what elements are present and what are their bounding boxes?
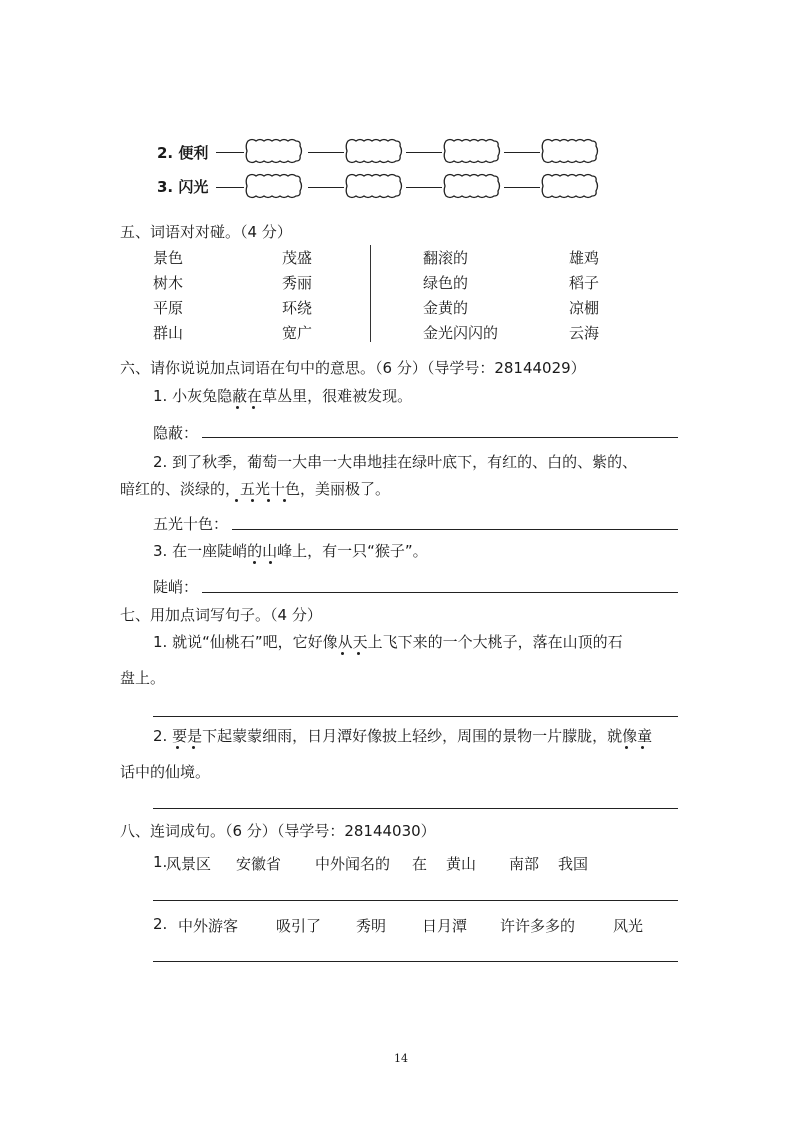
emphasis-dot bbox=[283, 499, 286, 502]
match-left-b-1[interactable]: 茂盛 bbox=[282, 249, 313, 267]
answer-box-2-1[interactable] bbox=[244, 137, 304, 165]
section8-q2-number: 2. bbox=[153, 915, 168, 933]
match-right-a-1[interactable]: 翻滚的 bbox=[423, 249, 469, 267]
chain-label-2: 2. 便利 bbox=[157, 144, 209, 162]
answer-box-3-2[interactable] bbox=[344, 172, 404, 200]
word-chip: 风光 bbox=[613, 917, 644, 935]
match-left-b-3[interactable]: 环绕 bbox=[282, 299, 313, 317]
section7-q1-line2: 盘上。 bbox=[120, 669, 166, 687]
emphasis-dot bbox=[641, 746, 644, 749]
answer-box-3-4[interactable] bbox=[540, 172, 600, 200]
match-right-a-3[interactable]: 金黄的 bbox=[423, 299, 469, 317]
word-chip: 吸引了 bbox=[276, 917, 322, 935]
word-chip: 安徽省 bbox=[236, 855, 282, 873]
match-left-a-3[interactable]: 平原 bbox=[153, 299, 184, 317]
emphasis-dot bbox=[267, 499, 270, 502]
word-chip: 在 bbox=[412, 855, 428, 873]
chain-connector bbox=[216, 152, 244, 153]
section6-heading: 六、请你说说加点词语在句中的意思。（6 分）（导学号：28144029） bbox=[120, 359, 586, 377]
emphasis-dot bbox=[341, 652, 344, 655]
match-right-b-4[interactable]: 云海 bbox=[569, 324, 600, 342]
chain-connector bbox=[406, 152, 442, 153]
chain-connector bbox=[406, 187, 442, 188]
emphasis-dot bbox=[235, 499, 238, 502]
emphasis-dot bbox=[253, 561, 256, 564]
section6-q2-label: 五光十色： bbox=[153, 515, 229, 533]
section7-q1-line1: 1. 就说“仙桃石”吧，它好像从天上飞下来的一个大桃子，落在山顶的石 bbox=[153, 633, 623, 651]
match-right-b-2[interactable]: 稻子 bbox=[569, 274, 600, 292]
answer-line-7-2[interactable] bbox=[153, 808, 678, 809]
chain-label-3: 3. 闪光 bbox=[157, 178, 209, 196]
section6-q3-label: 陡峭： bbox=[153, 578, 199, 596]
emphasis-dot bbox=[251, 499, 254, 502]
match-right-b-1[interactable]: 雄鸡 bbox=[569, 249, 600, 267]
chain-connector bbox=[308, 187, 344, 188]
emphasis-dot bbox=[252, 406, 255, 409]
answer-line-yinbi[interactable] bbox=[202, 437, 678, 438]
emphasis-dot bbox=[192, 746, 195, 749]
match-left-b-4[interactable]: 宽广 bbox=[282, 324, 313, 342]
match-left-a-2[interactable]: 树木 bbox=[153, 274, 184, 292]
section6-q2-line2: 暗红的、淡绿的，五光十色，美丽极了。 bbox=[120, 480, 391, 498]
word-chip: 日月潭 bbox=[422, 917, 468, 935]
match-right-a-2[interactable]: 绿色的 bbox=[423, 274, 469, 292]
page-number: 14 bbox=[394, 1052, 408, 1065]
answer-box-3-3[interactable] bbox=[442, 172, 502, 200]
section6-q2-line1: 2. 到了秋季，葡萄一大串一大串地挂在绿叶底下，有红的、白的、紫的、 bbox=[153, 453, 638, 471]
answer-line-douqiao[interactable] bbox=[202, 592, 678, 593]
answer-box-3-1[interactable] bbox=[244, 172, 304, 200]
answer-line-8-1[interactable] bbox=[153, 900, 678, 901]
match-left-a-1[interactable]: 景色 bbox=[153, 249, 184, 267]
answer-line-7-1[interactable] bbox=[153, 716, 678, 717]
match-left-a-4[interactable]: 群山 bbox=[153, 324, 184, 342]
word-chip: 风景区 bbox=[166, 855, 212, 873]
chain-connector bbox=[504, 152, 540, 153]
emphasis-dot bbox=[176, 746, 179, 749]
word-chip: 秀明 bbox=[356, 917, 387, 935]
section8-q1-number: 1. bbox=[153, 853, 168, 871]
section7-q2-line1: 2. 要是下起蒙蒙细雨，日月潭好像披上轻纱，周围的景物一片朦胧，就像童 bbox=[153, 727, 653, 745]
match-left-b-2[interactable]: 秀丽 bbox=[282, 274, 313, 292]
word-chip: 南部 bbox=[509, 855, 540, 873]
section6-q1-label: 隐蔽： bbox=[153, 424, 199, 442]
emphasis-dot bbox=[357, 652, 360, 655]
word-chip: 中外游客 bbox=[178, 917, 239, 935]
match-right-b-3[interactable]: 凉棚 bbox=[569, 299, 600, 317]
match-right-a-4[interactable]: 金光闪闪的 bbox=[423, 324, 499, 342]
answer-line-wuguangshise[interactable] bbox=[232, 529, 678, 530]
word-chip: 我国 bbox=[558, 855, 589, 873]
chain-connector bbox=[504, 187, 540, 188]
section8-heading: 八、连词成句。（6 分）（导学号：28144030） bbox=[120, 822, 436, 840]
answer-box-2-3[interactable] bbox=[442, 137, 502, 165]
emphasis-dot bbox=[269, 561, 272, 564]
answer-box-2-2[interactable] bbox=[344, 137, 404, 165]
chain-connector bbox=[308, 152, 344, 153]
word-chip: 黄山 bbox=[446, 855, 477, 873]
word-chip: 中外闻名的 bbox=[315, 855, 391, 873]
answer-box-2-4[interactable] bbox=[540, 137, 600, 165]
section5-heading: 五、词语对对碰。（4 分） bbox=[120, 223, 292, 241]
chain-connector bbox=[216, 187, 244, 188]
section6-q1-sentence: 1. 小灰兔隐蔽在草丛里，很难被发现。 bbox=[153, 387, 413, 405]
answer-line-8-2[interactable] bbox=[153, 961, 678, 962]
emphasis-dot bbox=[236, 406, 239, 409]
column-divider bbox=[370, 245, 371, 342]
word-chip: 许许多多的 bbox=[500, 917, 576, 935]
section6-q3-sentence: 3. 在一座陡峭的山峰上，有一只“猴子”。 bbox=[153, 542, 428, 560]
emphasis-dot bbox=[625, 746, 628, 749]
section7-q2-line2: 话中的仙境。 bbox=[120, 763, 211, 781]
section7-heading: 七、用加点词写句子。（4 分） bbox=[120, 606, 322, 624]
